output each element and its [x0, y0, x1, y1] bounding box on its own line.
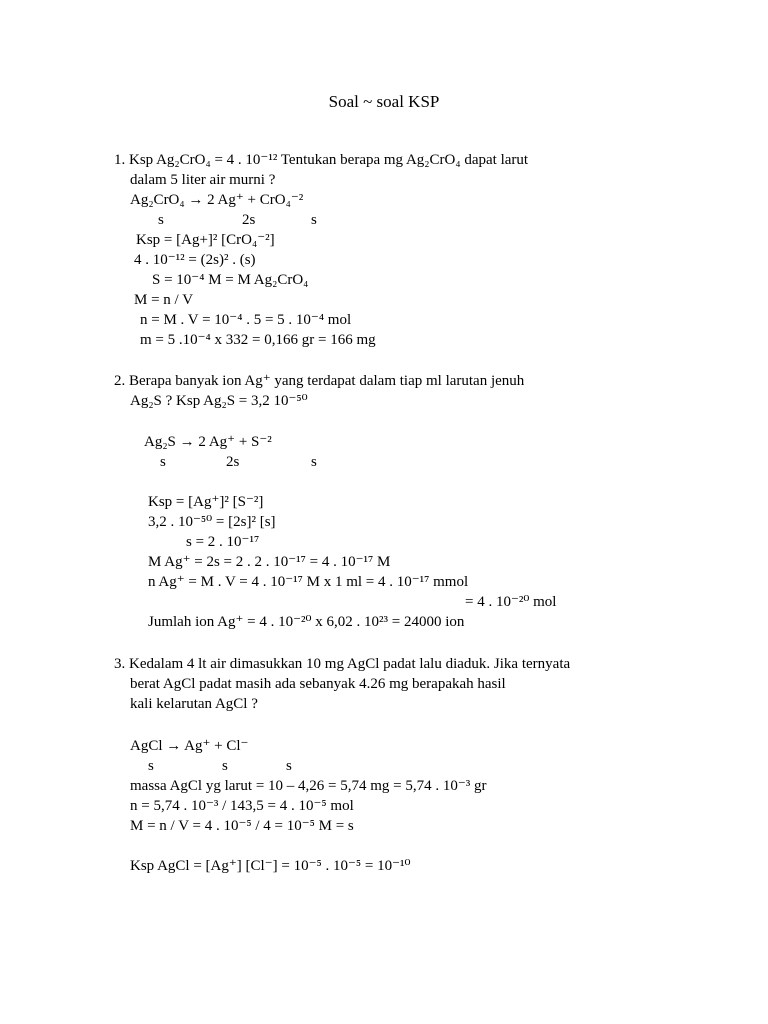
problem3-step3: M = n / V = 4 . 10⁻⁵ / 4 = 10⁻⁵ M = s: [130, 818, 354, 834]
page-title: Soal ~ soal KSP: [328, 92, 440, 111]
problem1-reaction: Ag₂CrO₄ → 2 Ag⁺ + CrO₄⁻²: [130, 192, 304, 208]
problem3-question-line3: kali kelarutan AgCl ?: [130, 696, 258, 712]
problem3-s-3: s: [286, 758, 292, 774]
problem3-question-line1: 3. Kedalam 4 lt air dimasukkan 10 mg AgCl padat lalu diaduk. Jika ternyata: [114, 656, 571, 672]
problem2-step3: M Ag⁺ = 2s = 2 . 2 . 10⁻¹⁷ = 4 . 10⁻¹⁷ M: [148, 554, 391, 570]
problem2-step5: = 4 . 10⁻²⁰ mol: [465, 594, 557, 610]
problem1-step2: S = 10⁻⁴ M = M Ag₂CrO₄: [152, 272, 309, 288]
problem2-ksp: Ksp = [Ag⁺]² [S⁻²]: [148, 494, 264, 510]
problem2-s-3: s: [311, 454, 317, 470]
problem2-step4: n Ag⁺ = M . V = 4 . 10⁻¹⁷ M x 1 ml = 4 . 10⁻¹⁷ mmol: [148, 574, 469, 590]
problem1-s-1: s: [158, 212, 164, 228]
problem2-step2: s = 2 . 10⁻¹⁷: [186, 534, 260, 550]
problem2-s-1: s: [160, 454, 166, 470]
problem3-s-1: s: [148, 758, 154, 774]
problem2-reaction: Ag₂S → 2 Ag⁺ + S⁻²: [144, 434, 272, 450]
problem3-reaction: AgCl → Ag⁺ + Cl⁻: [130, 738, 249, 754]
problem1-ksp: Ksp = [Ag+]² [CrO₄⁻²]: [136, 232, 275, 248]
problem1-step5: m = 5 .10⁻⁴ x 332 = 0,166 gr = 166 mg: [140, 332, 376, 348]
problem1-step3: M = n / V: [134, 292, 194, 308]
problem2-question-line1: 2. Berapa banyak ion Ag⁺ yang terdapat dalam tiap ml larutan jenuh: [114, 373, 525, 389]
problem3-step1: massa AgCl yg larut = 10 – 4,26 = 5,74 mg = 5,74 . 10⁻³ gr: [130, 778, 487, 794]
problem1-s-2: 2s: [242, 212, 256, 228]
problem1-question-line1: 1. Ksp Ag₂CrO₄ = 4 . 10⁻¹² Tentukan berapa mg Ag₂CrO₄ dapat larut: [114, 152, 529, 168]
problem1-question-line2: dalam 5 liter air murni ?: [130, 172, 276, 188]
problem3-step4: Ksp AgCl = [Ag⁺] [Cl⁻] = 10⁻⁵ . 10⁻⁵ = 10⁻¹⁰: [130, 858, 411, 874]
problem2-question-line2: Ag₂S ? Ksp Ag₂S = 3,2 10⁻⁵⁰: [130, 393, 308, 409]
problem3-step2: n = 5,74 . 10⁻³ / 143,5 = 4 . 10⁻⁵ mol: [130, 798, 354, 814]
problem3-question-line2: berat AgCl padat masih ada sebanyak 4.26 mg berapakah hasil: [130, 676, 506, 692]
problem2-s-2: 2s: [226, 454, 240, 470]
problem2-step6: Jumlah ion Ag⁺ = 4 . 10⁻²⁰ x 6,02 . 10²³ = 24000 ion: [148, 614, 465, 630]
problem2-step1: 3,2 . 10⁻⁵⁰ = [2s]² [s]: [148, 514, 276, 530]
problem3-s-2: s: [222, 758, 228, 774]
problem1-step4: n = M . V = 10⁻⁴ . 5 = 5 . 10⁻⁴ mol: [140, 312, 352, 328]
problem1-step1: 4 . 10⁻¹² = (2s)² . (s): [134, 252, 256, 268]
problem1-s-3: s: [311, 212, 317, 228]
